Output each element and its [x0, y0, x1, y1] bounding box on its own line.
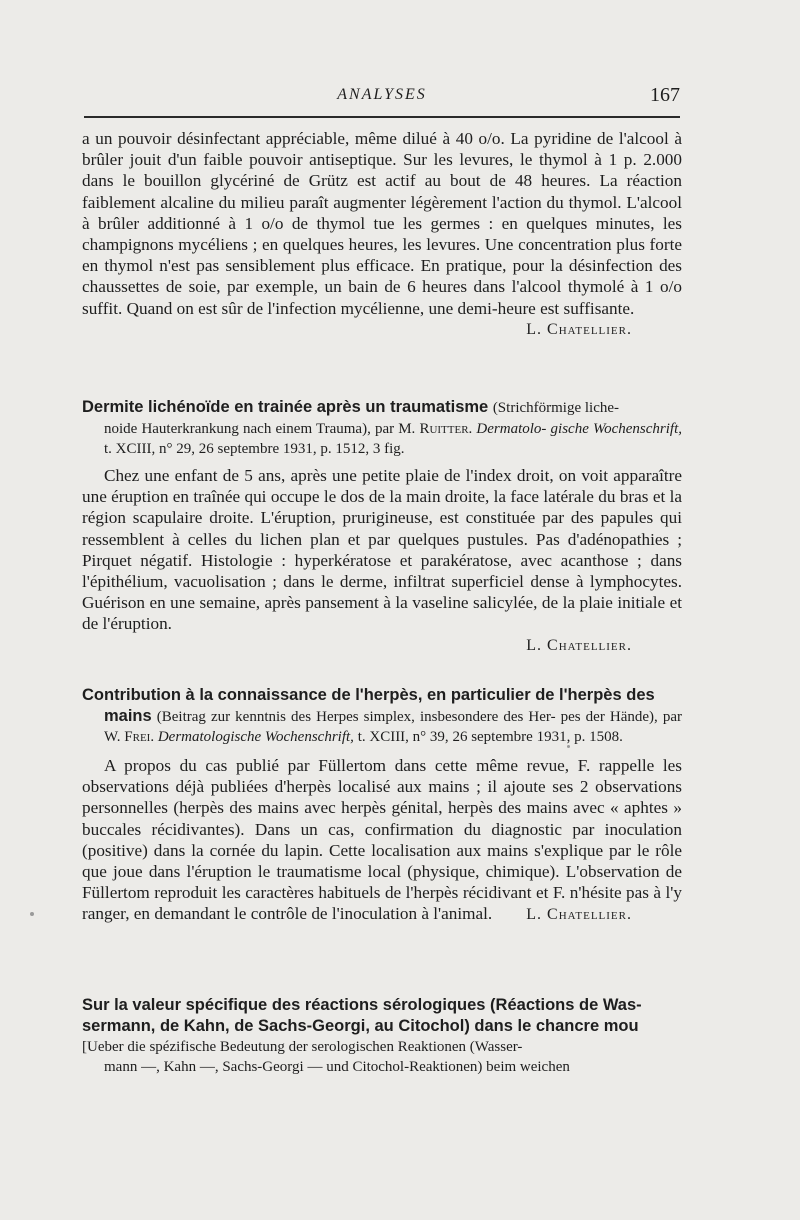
continued-abstract: [82, 128, 682, 340]
print-speck: [567, 745, 570, 748]
author-name: Ruitter.: [419, 421, 473, 437]
article-herpes: [82, 685, 682, 925]
running-title: ANALYSES: [337, 86, 427, 103]
author-name: Frei.: [124, 729, 155, 745]
article-title-line: Sur la valeur spécifique des réactions sérologiques (Réactions de Was-: [82, 996, 642, 1014]
article-title: Contribution à la connaissance de l'herpès, en particulier de l'herpès des: [82, 686, 655, 704]
article-title: Dermite lichénoïde en trainée après un traumatisme (Strichförmige liche-: [82, 398, 620, 416]
article-reference: mains (Beitrag zur kenntnis des Herpes simplex, insbesondere des Her- pes der Hände), par W. Frei. Dermatologische Wochenschrift, t. XCIII, n° 39, 26 septembre 1931, p. 1508.: [104, 707, 682, 745]
page-header: [84, 84, 680, 114]
article-reference: noide Hauterkrankung nach einem Trauma), par M. Ruitter. Dermatolo- gische Wochenschrift, t. XCIII, n° 29, 26 septembre 1931, p. 1512, 3 fig.: [104, 421, 683, 457]
article-serologic: [82, 995, 682, 1077]
article-reference-line: [Ueber die spézifische Bedeutung der serologischen Reaktionen (Wasser-: [82, 1039, 523, 1055]
article-text: Chez une enfant de 5 ans, après une petite plaie de l'index droit, on voit apparaître une éruption en traînée qui occupe le dos de la main droite, la face latérale du bras et la région scapulaire droite. L'éruption, prurigineuse, est constituée par des papules qui ressemblent à celles du lichen plan et par quelques pustules. Pas d'adénopathies ; Pirquet négatif. Histologie : hyperkératose et parakératose, avec acanthose ; dans l'épithélium, vacuolisation ; dans le derme, infiltrat superficiel dense à lymphocytes. Guérison en une semaine, après pansement à la vaseline salicylée, de la plaie initiale et de l'éruption.: [82, 466, 682, 634]
page-number: 167: [650, 84, 680, 106]
article-reference-line: mann —, Kahn —, Sachs-Georgi — und Citochol-Reaktionen) beim weichen: [104, 1059, 570, 1075]
article-title-line: sermann, de Kahn, de Sachs-Georgi, au Citochol) dans le chancre mou: [82, 1017, 639, 1035]
abstract-text: a un pouvoir désinfectant appréciable, même dilué à 40 o/o. La pyridine de l'alcool à brûler jouit d'un faible pouvoir antiseptique. Sur les levures, le thymol à 1 p. 2.000 dans le bouillon glycériné de Grütz est actif au bout de 48 heures. La réaction faiblement alcaline du milieu paraît augmenter légèrement l'action du thymol. L'alcool à brûler additionné à 1 o/o de thymol tue les germes : en quelques minutes, les champignons mycéliens ; en quelques heures, les levures. Une concentration plus forte en thymol n'est pas sensiblement plus efficace. En pratique, pour la désinfection des chaussettes de soie, par exemple, un bain de 6 heures dans l'alcool thymolé à 1 o/o suffit. Quand on est sûr de l'infection mycélienne, une demi-heure est suffisante.: [82, 129, 682, 318]
signature: L. Chatellier.: [526, 905, 632, 923]
journal-name: Dermatolo-: [476, 421, 547, 437]
article-text: A propos du cas publié par Füllertom dans cette même revue, F. rappelle les observations déjà publiées d'herpès localisé aux mains ; il ajoute ses 2 observations personnelles (herpès des mains avec herpès génital, herpès des mains avec « aphtes » buccales récidivantes). Dans un cas, confirmation du diagnostic par inoculation (positive) dans la cornée du lapin. Cette localisation aux mains s'explique par le rôle que joue dans l'éruption le traumatisme local (physique, chimique). L'observation de Füllertom reproduit les caractères habituels de l'herpès récidivant et F. n'hésite pas à l'y ranger, en demandant le contrôle de l'inoculation à l'animal.: [82, 756, 682, 924]
print-speck: [30, 912, 34, 916]
signature: L. Chatellier.: [526, 320, 632, 338]
article-dermite: [82, 397, 682, 656]
header-rule: [84, 116, 680, 118]
signature: L. Chatellier.: [526, 636, 632, 654]
journal-name: Dermatologische Wochenschrift,: [157, 729, 354, 745]
